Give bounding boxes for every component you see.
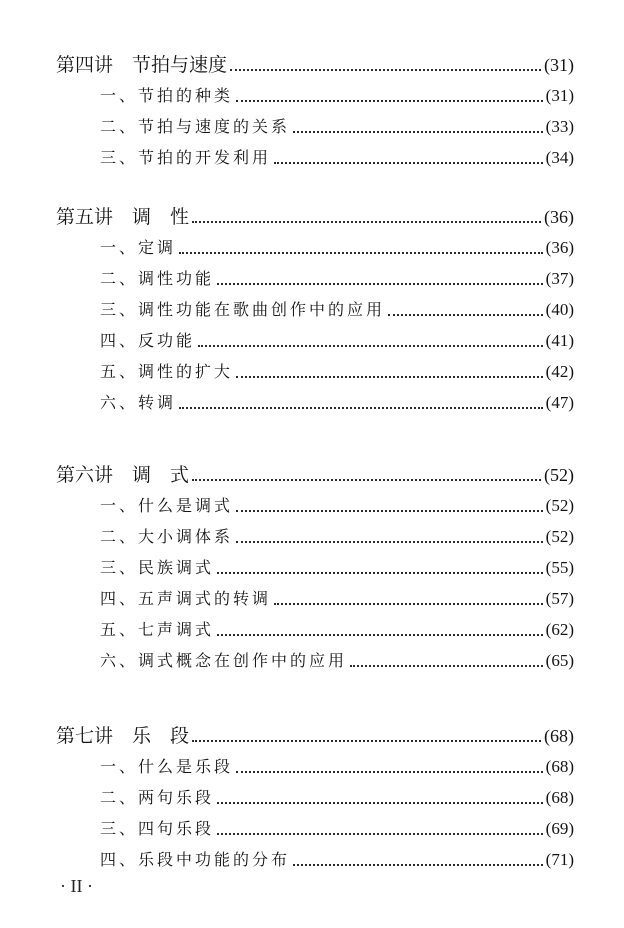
toc-section-entry (100, 328, 574, 354)
section-page-number: (41) (545, 331, 574, 350)
dot-leader (236, 510, 543, 512)
page-number-footer: · II · (60, 876, 93, 896)
toc-chapter-entry (56, 52, 574, 78)
toc-chapter-entry (56, 462, 574, 488)
section-title: 六、转调 (100, 393, 177, 412)
section-title: 三、节拍的开发利用 (100, 148, 272, 167)
section-title: 二、两句乐段 (100, 788, 215, 807)
dot-leader (274, 603, 543, 605)
dot-leader (179, 407, 543, 409)
dot-leader (192, 221, 541, 223)
toc-section-entry (100, 235, 574, 261)
section-title: 二、大小调体系 (100, 527, 234, 546)
toc-section-entry (100, 754, 574, 780)
section-page-number: (52) (545, 496, 574, 515)
dot-leader (293, 864, 543, 866)
toc-section-entry (100, 524, 574, 550)
dot-leader (236, 100, 543, 102)
section-title: 一、定调 (100, 238, 177, 257)
toc-section-entry (100, 617, 574, 643)
chapter-title: 第四讲 节拍与速度 (56, 54, 228, 76)
chapter-page-number: (52) (544, 465, 574, 485)
dot-leader (350, 665, 543, 667)
toc-section-entry (100, 648, 574, 674)
dot-leader (217, 634, 543, 636)
toc-section-entry (100, 586, 574, 612)
section-page-number: (65) (545, 651, 574, 670)
toc-section-entry (100, 493, 574, 519)
dot-leader (236, 376, 543, 378)
dot-leader (192, 479, 541, 481)
dot-leader (217, 572, 543, 574)
chapter-page-number: (31) (544, 55, 574, 75)
dot-leader (230, 69, 541, 71)
section-title: 六、调式概念在创作中的应用 (100, 651, 348, 670)
dot-leader (274, 162, 543, 164)
section-page-number: (68) (545, 788, 574, 807)
toc-chapter-entry (56, 723, 574, 749)
section-page-number: (40) (545, 300, 574, 319)
section-page-number: (47) (545, 393, 574, 412)
dot-leader (217, 802, 543, 804)
section-title: 四、乐段中功能的分布 (100, 850, 291, 869)
dot-leader (388, 314, 543, 316)
section-title: 二、调性功能 (100, 269, 215, 288)
toc-section-entry (100, 555, 574, 581)
section-title: 四、反功能 (100, 331, 196, 350)
dot-leader (236, 771, 543, 773)
section-page-number: (57) (545, 589, 574, 608)
toc-section-entry (100, 816, 574, 842)
toc-chapter-entry (56, 204, 574, 230)
section-title: 三、调性功能在歌曲创作中的应用 (100, 300, 386, 319)
section-page-number: (71) (545, 850, 574, 869)
dot-leader (236, 541, 543, 543)
section-page-number: (37) (545, 269, 574, 288)
dot-leader (217, 833, 543, 835)
section-page-number: (31) (545, 86, 574, 105)
toc-section-entry (100, 390, 574, 416)
dot-leader (198, 345, 543, 347)
chapter-title: 第七讲 乐 段 (56, 725, 190, 747)
section-title: 四、五声调式的转调 (100, 589, 272, 608)
toc-section-entry (100, 266, 574, 292)
chapter-title: 第六讲 调 式 (56, 464, 190, 486)
section-page-number: (34) (545, 148, 574, 167)
section-title: 一、什么是调式 (100, 496, 234, 515)
section-title: 三、四句乐段 (100, 819, 215, 838)
dot-leader (217, 283, 543, 285)
dot-leader (192, 740, 541, 742)
toc-section-entry (100, 785, 574, 811)
section-page-number: (68) (545, 757, 574, 776)
toc-section-entry (100, 847, 574, 873)
section-page-number: (69) (545, 819, 574, 838)
section-title: 一、节拍的种类 (100, 86, 234, 105)
chapter-title: 第五讲 调 性 (56, 206, 190, 228)
section-title: 五、调性的扩大 (100, 362, 234, 381)
toc-section-entry (100, 114, 574, 140)
section-title: 一、什么是乐段 (100, 757, 234, 776)
dot-leader (293, 131, 543, 133)
chapter-page-number: (68) (544, 726, 574, 746)
section-page-number: (33) (545, 117, 574, 136)
section-page-number: (42) (545, 362, 574, 381)
section-title: 三、民族调式 (100, 558, 215, 577)
section-page-number: (62) (545, 620, 574, 639)
section-page-number: (36) (545, 238, 574, 257)
section-title: 二、节拍与速度的关系 (100, 117, 291, 136)
dot-leader (179, 252, 543, 254)
toc-section-entry (100, 145, 574, 171)
section-page-number: (55) (545, 558, 574, 577)
toc-section-entry (100, 83, 574, 109)
toc-section-entry (100, 359, 574, 385)
chapter-page-number: (36) (544, 207, 574, 227)
section-title: 五、七声调式 (100, 620, 215, 639)
toc-section-entry (100, 297, 574, 323)
section-page-number: (52) (545, 527, 574, 546)
